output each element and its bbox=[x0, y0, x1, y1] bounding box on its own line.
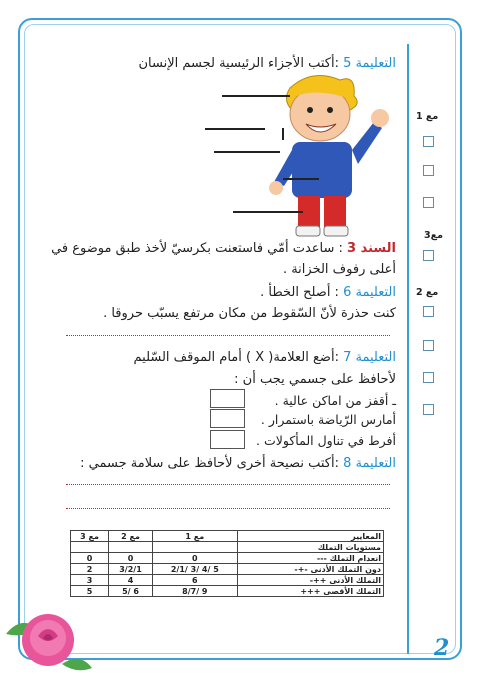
instruction5-label: التعليمة 5 bbox=[343, 56, 396, 71]
table-row: دون التملك الأدنى -+- 5 /4 /3 /2/1 3/2/1 2 bbox=[71, 564, 384, 575]
margin-checkbox-m1-2[interactable] bbox=[423, 165, 434, 176]
table-row: التملك الأدنى ++- 6 4 3 bbox=[71, 575, 384, 586]
pointer-line-chest bbox=[214, 151, 280, 153]
instruction5-text: :أكتب الأجزاء الرئيسية لجسم الإنسان bbox=[138, 56, 339, 71]
margin-checkbox-m2-1[interactable] bbox=[423, 306, 434, 317]
instruction8 bbox=[80, 456, 396, 472]
instruction6 bbox=[260, 285, 396, 301]
table-header-m1: مع 1 bbox=[153, 531, 238, 542]
answer-box-3[interactable] bbox=[210, 430, 245, 449]
instruction6-label: التعليمة 6 bbox=[343, 285, 396, 300]
page-number: 2 bbox=[434, 635, 450, 661]
instruction7-text: :أضع العلامة( X ) أمام الموقف السّليم bbox=[133, 350, 339, 365]
instruction7-label: التعليمة 7 bbox=[343, 350, 396, 365]
table-header-m3: مع 3 bbox=[71, 531, 109, 542]
pointer-line-arm bbox=[283, 178, 319, 180]
option-3: أفرط في تناول المأكولات . bbox=[256, 433, 396, 448]
instruction8-text: :أكتب نصيحة أخرى لأحافظ على سلامة جسمي : bbox=[80, 456, 339, 471]
margin-checkbox-m1-3[interactable] bbox=[423, 197, 434, 208]
option-2: أمارس الرّياضة باستمرار . bbox=[260, 412, 396, 427]
source3-label: السند 3 bbox=[347, 241, 396, 256]
answer-line-8a[interactable] bbox=[66, 483, 390, 485]
source3-line2: أعلى رفوف الخزانة . bbox=[282, 262, 396, 277]
source3-text: : ساعدت أمّي فاستعنت بكرسيّ لأخذ طبق موضوع في bbox=[51, 241, 343, 256]
option-1: ـ أقفز من اماكن عالية . bbox=[274, 393, 396, 408]
table-row: انعدام التملك --- 0 0 0 bbox=[71, 553, 384, 564]
margin-checkbox-m2-2[interactable] bbox=[423, 340, 434, 351]
table-row: التملك الأقصى +++ 9 /8/7 6 /5 5 bbox=[71, 586, 384, 597]
table-subheader-row bbox=[71, 542, 384, 553]
instruction7-intro: لأحافظ على جسمي يجب أن : bbox=[234, 372, 396, 387]
criteria-table bbox=[70, 530, 384, 597]
pointer-line-legs bbox=[233, 211, 303, 213]
answer-line-8b[interactable] bbox=[66, 507, 390, 509]
margin-label-m1: مع 1 bbox=[416, 111, 439, 122]
source3-line1 bbox=[51, 241, 396, 257]
answer-line-6[interactable] bbox=[66, 334, 390, 336]
pointer-line-neck bbox=[205, 128, 265, 130]
table-subheader: مستويات التملك bbox=[237, 542, 383, 553]
table-header-m2: مع 2 bbox=[109, 531, 153, 542]
pointer-connector bbox=[282, 128, 284, 140]
instruction7 bbox=[134, 350, 397, 366]
instruction6-text: : أصلح الخطأ . bbox=[260, 285, 339, 300]
margin-checkbox-m2-3[interactable] bbox=[423, 372, 434, 383]
margin-divider bbox=[407, 44, 409, 654]
table-header-row bbox=[71, 531, 384, 542]
margin-checkbox-m1-1[interactable] bbox=[423, 136, 434, 147]
margin-checkbox-m2-4[interactable] bbox=[423, 404, 434, 415]
pointer-line-head bbox=[222, 95, 290, 97]
instruction8-label: التعليمة 8 bbox=[343, 456, 396, 471]
margin-label-m3: مع3 bbox=[424, 230, 443, 241]
rose-decoration bbox=[2, 594, 94, 676]
margin-checkbox-m3[interactable] bbox=[423, 250, 434, 261]
margin-label-m2: مع 2 bbox=[416, 287, 439, 298]
instruction6-sentence: كنت حذرة لأنّ السّقوط من مكان مرتفع يسبّب حروقا . bbox=[103, 306, 396, 321]
table-header-criteria: المعايير bbox=[237, 531, 383, 542]
answer-box-1[interactable] bbox=[210, 389, 245, 408]
answer-box-2[interactable] bbox=[210, 409, 245, 428]
